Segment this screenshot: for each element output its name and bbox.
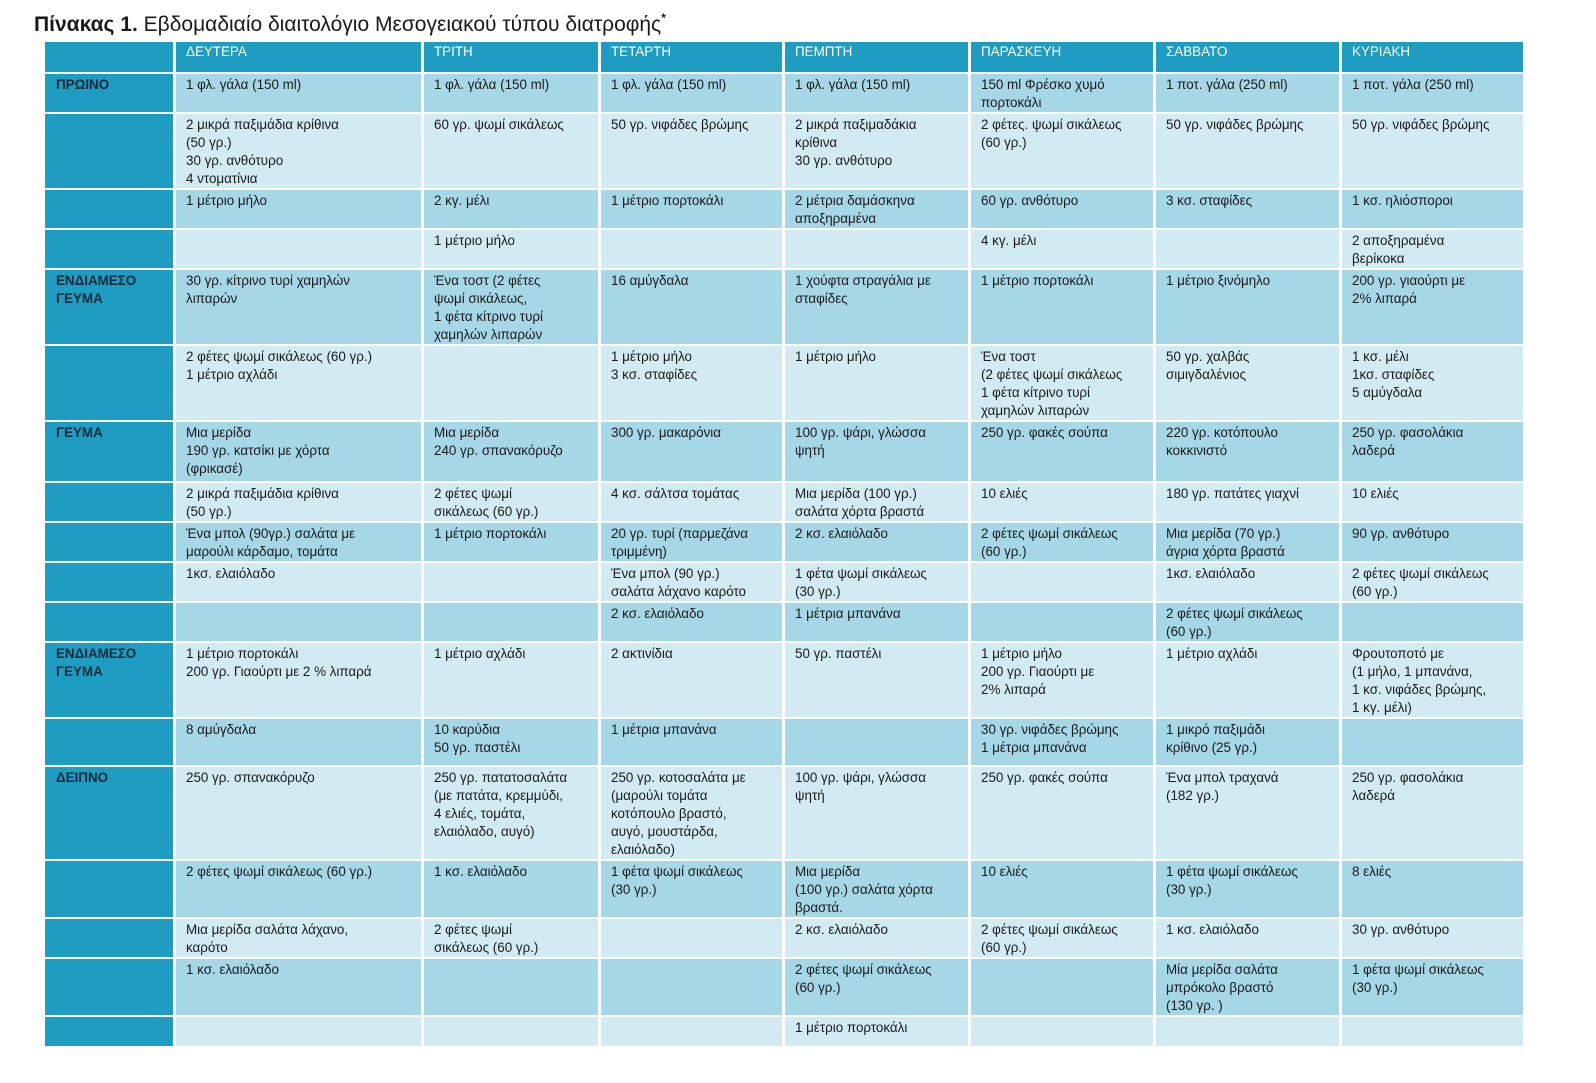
menu-cell: 250 γρ. φακές σούπα: [971, 767, 1153, 859]
meal-label: [45, 346, 173, 420]
corner-cell: [45, 42, 173, 72]
table-row: [45, 230, 1523, 268]
menu-cell: 1 μέτριο πορτοκάλι: [601, 190, 782, 228]
caption-footnote-mark: *: [661, 11, 666, 25]
menu-cell: 2 φέτες ψωμί σικάλεως (60 γρ.): [971, 523, 1153, 561]
meal-label: ΔΕΙΠΝΟ: [45, 767, 173, 859]
menu-cell: Μια μερίδα (100 γρ.) σαλάτα χόρτα βραστά.: [785, 861, 968, 917]
menu-cell: Ένα μπολ τραχανά (182 γρ.): [1156, 767, 1339, 859]
menu-cell: 250 γρ. φασολάκια λαδερά: [1342, 422, 1523, 481]
table-row: [45, 74, 1523, 112]
menu-cell: 1 φλ. γάλα (150 ml): [176, 74, 421, 112]
menu-cell: 1 μέτριο πορτοκάλι: [971, 270, 1153, 344]
menu-cell: 1 χούφτα στραγάλια με σταφίδες: [785, 270, 968, 344]
diet-plan-table: [42, 40, 1526, 1048]
menu-cell: 300 γρ. μακαρόνια: [601, 422, 782, 481]
menu-cell: 100 γρ. ψάρι, γλώσσα ψητή: [785, 767, 968, 859]
menu-cell: 30 γρ. νιφάδες βρώμης 1 μέτρια μπανάνα: [971, 719, 1153, 765]
table-row: [45, 719, 1523, 765]
menu-cell: 8 αμύγδαλα: [176, 719, 421, 765]
menu-cell: 10 ελιές: [1342, 483, 1523, 521]
menu-cell: 1 ποτ. γάλα (250 ml): [1342, 74, 1523, 112]
meal-label: [45, 523, 173, 561]
menu-cell: [176, 230, 421, 268]
menu-cell: [785, 230, 968, 268]
menu-cell: [601, 230, 782, 268]
menu-cell: [176, 1017, 421, 1046]
menu-cell: 1 μέτριο πορτοκάλι: [785, 1017, 968, 1046]
day-header: ΣΑΒΒΑΤΟ: [1156, 42, 1339, 72]
menu-cell: 2 φέτες ψωμί σικάλεως (60 γρ.): [424, 483, 598, 521]
menu-cell: 10 ελιές: [971, 483, 1153, 521]
menu-cell: 1 μέτριο ξινόμηλο: [1156, 270, 1339, 344]
table-row: [45, 1017, 1523, 1046]
day-header: ΔΕΥΤΕΡΑ: [176, 42, 421, 72]
menu-cell: 8 ελιές: [1342, 861, 1523, 917]
table-row: [45, 767, 1523, 859]
menu-cell: [601, 919, 782, 957]
menu-cell: 2 μέτρια δαμάσκηνα αποξηραμένα: [785, 190, 968, 228]
menu-cell: 2 κγ. μέλι: [424, 190, 598, 228]
menu-cell: 250 γρ. φακές σούπα: [971, 422, 1153, 481]
menu-cell: 1 κσ. ηλιόσποροι: [1342, 190, 1523, 228]
menu-cell: 50 γρ. νιφάδες βρώμης: [601, 114, 782, 188]
menu-cell: [971, 603, 1153, 641]
menu-cell: 250 γρ. κοτοσαλάτα με (μαρούλι τομάτα κοτόπουλο βραστό, αυγό, μουστάρδα, ελαιόλαδο): [601, 767, 782, 859]
menu-cell: 2 μικρά παξιμαδάκια κρίθινα 30 γρ. ανθότυρο: [785, 114, 968, 188]
menu-cell: 1 φέτα ψωμί σικάλεως (30 γρ.): [785, 563, 968, 601]
menu-cell: 150 ml Φρέσκο χυμό πορτοκάλι: [971, 74, 1153, 112]
menu-cell: 4 κγ. μέλι: [971, 230, 1153, 268]
menu-cell: 1 ποτ. γάλα (250 ml): [1156, 74, 1339, 112]
meal-label: [45, 603, 173, 641]
table-row: [45, 563, 1523, 601]
menu-cell: 250 γρ. πατατοσαλάτα (με πατάτα, κρεμμύδι, 4 ελιές, τομάτα, ελαιόλαδο, αυγό): [424, 767, 598, 859]
menu-cell: Μία μερίδα σαλάτα μπρόκολο βραστό (130 γρ. ): [1156, 959, 1339, 1015]
meal-label: [45, 114, 173, 188]
menu-cell: [1156, 230, 1339, 268]
menu-cell: 10 ελιές: [971, 861, 1153, 917]
table-row: [45, 959, 1523, 1015]
menu-cell: 1 μέτριο πορτοκάλι: [424, 523, 598, 561]
menu-cell: 200 γρ. γιαούρτι με 2% λιπαρά: [1342, 270, 1523, 344]
menu-cell: Μια μερίδα (70 γρ.) άγρια χόρτα βραστά: [1156, 523, 1339, 561]
menu-cell: 2 φέτες ψωμί σικάλεως (60 γρ.) 1 μέτριο αχλάδι: [176, 346, 421, 420]
table-row: [45, 422, 1523, 481]
menu-cell: 16 αμύγδαλα: [601, 270, 782, 344]
meal-label: ΕΝΔΙΑΜΕΣΟ ΓΕΥΜΑ: [45, 270, 173, 344]
menu-cell: [424, 346, 598, 420]
meal-label: ΠΡΩΙΝΟ: [45, 74, 173, 112]
day-header: ΠΑΡΑΣΚΕΥΗ: [971, 42, 1153, 72]
menu-cell: 2 φέτες. ψωμί σικάλεως (60 γρ.): [971, 114, 1153, 188]
table-row: [45, 919, 1523, 957]
menu-cell: 50 γρ. παστέλι: [785, 643, 968, 717]
menu-cell: 2 κσ. ελαιόλαδο: [601, 603, 782, 641]
menu-cell: [785, 719, 968, 765]
table-row: [45, 861, 1523, 917]
menu-cell: 60 γρ. ψωμί σικάλεως: [424, 114, 598, 188]
menu-cell: 2 φέτες ψωμί σικάλεως (60 γρ.): [785, 959, 968, 1015]
menu-cell: 1 μέτριο μήλο: [424, 230, 598, 268]
menu-cell: 1 φλ. γάλα (150 ml): [785, 74, 968, 112]
menu-cell: 1 μέτριο αχλάδι: [424, 643, 598, 717]
meal-label: [45, 1017, 173, 1046]
menu-cell: 1 κσ. μέλι 1κσ. σταφίδες 5 αμύγδαλα: [1342, 346, 1523, 420]
menu-cell: 2 αποξηραμένα βερίκοκα: [1342, 230, 1523, 268]
menu-cell: 2 φέτες ψωμί σικάλεως (60 γρ.): [424, 919, 598, 957]
table-row: [45, 270, 1523, 344]
menu-cell: 2 φέτες ψωμί σικάλεως (60 γρ.): [971, 919, 1153, 957]
menu-cell: Ένα μπολ (90 γρ.) σαλάτα λάχανο καρότο: [601, 563, 782, 601]
menu-cell: 2 φέτες ψωμί σικάλεως (60 γρ.): [1156, 603, 1339, 641]
menu-cell: 250 γρ. σπανακόρυζο: [176, 767, 421, 859]
menu-cell: 100 γρ. ψάρι, γλώσσα ψητή: [785, 422, 968, 481]
menu-cell: [971, 1017, 1153, 1046]
menu-cell: 3 κσ. σταφίδες: [1156, 190, 1339, 228]
menu-cell: 1 φλ. γάλα (150 ml): [424, 74, 598, 112]
menu-cell: Φρουτοποτό με (1 μήλο, 1 μπανάνα, 1 κσ. νιφάδες βρώμης, 1 κγ. μέλι): [1342, 643, 1523, 717]
menu-cell: [1342, 719, 1523, 765]
menu-cell: 50 γρ. νιφάδες βρώμης: [1342, 114, 1523, 188]
day-header: ΤΡΙΤΗ: [424, 42, 598, 72]
menu-cell: 1 μέτριο μήλο 200 γρ. Γιαούρτι με 2% λιπαρά: [971, 643, 1153, 717]
menu-cell: [176, 603, 421, 641]
menu-cell: 250 γρ. φασολάκια λαδερά: [1342, 767, 1523, 859]
menu-cell: [601, 959, 782, 1015]
meal-label: [45, 483, 173, 521]
menu-cell: 1 μέτριο μήλο 3 κσ. σταφίδες: [601, 346, 782, 420]
meal-label: [45, 959, 173, 1015]
menu-cell: Μια μερίδα 240 γρ. σπανακόρυζο: [424, 422, 598, 481]
menu-cell: [971, 563, 1153, 601]
menu-cell: 2 φέτες ψωμί σικάλεως (60 γρ.): [176, 861, 421, 917]
menu-cell: 1 μέτρια μπανάνα: [785, 603, 968, 641]
menu-cell: 1 μέτριο μήλο: [785, 346, 968, 420]
menu-cell: 1κσ. ελαιόλαδο: [1156, 563, 1339, 601]
menu-cell: 1 μέτριο πορτοκάλι 200 γρ. Γιαούρτι με 2 % λιπαρά: [176, 643, 421, 717]
menu-cell: 180 γρ. πατάτες γιαχνί: [1156, 483, 1339, 521]
menu-cell: Μια μερίδα (100 γρ.) σαλάτα χόρτα βραστά: [785, 483, 968, 521]
menu-cell: [424, 1017, 598, 1046]
meal-label: ΕΝΔΙΑΜΕΣΟ ΓΕΥΜΑ: [45, 643, 173, 717]
table-row: [45, 603, 1523, 641]
menu-cell: 1 μικρό παξιμάδι κρίθινο (25 γρ.): [1156, 719, 1339, 765]
menu-cell: 30 γρ. κίτρινο τυρί χαμηλών λιπαρών: [176, 270, 421, 344]
menu-cell: 2 κσ. ελαιόλαδο: [785, 523, 968, 561]
menu-cell: Ένα τοστ (2 φέτες ψωμί σικάλεως, 1 φέτα κίτρινο τυρί χαμηλών λιπαρών: [424, 270, 598, 344]
header-row: [45, 42, 1523, 72]
day-header: ΚΥΡΙΑΚΗ: [1342, 42, 1523, 72]
menu-cell: 2 μικρά παξιμάδια κρίθινα (50 γρ.) 30 γρ. ανθότυρο 4 ντοματίνια: [176, 114, 421, 188]
menu-cell: 1κσ. ελαιόλαδο: [176, 563, 421, 601]
table-row: [45, 190, 1523, 228]
menu-cell: 90 γρ. ανθότυρο: [1342, 523, 1523, 561]
menu-cell: 1 κσ. ελαιόλαδο: [1156, 919, 1339, 957]
meal-label: [45, 919, 173, 957]
meal-label: [45, 719, 173, 765]
menu-cell: 1 μέτριο αχλάδι: [1156, 643, 1339, 717]
menu-cell: [424, 959, 598, 1015]
menu-cell: Μια μερίδα 190 γρ. κατσίκι με χόρτα (φρικασέ): [176, 422, 421, 481]
menu-cell: [1156, 1017, 1339, 1046]
menu-cell: 50 γρ. χαλβάς σιμιγδαλένιος: [1156, 346, 1339, 420]
menu-cell: Ένα τοστ (2 φέτες ψωμί σικάλεως 1 φέτα κίτρινο τυρί χαμηλών λιπαρών: [971, 346, 1153, 420]
menu-cell: 1 μέτριο μήλο: [176, 190, 421, 228]
menu-cell: 50 γρ. νιφάδες βρώμης: [1156, 114, 1339, 188]
table-body: [45, 74, 1523, 1046]
menu-cell: 1 φέτα ψωμί σικάλεως (30 γρ.): [1156, 861, 1339, 917]
menu-cell: Μια μερίδα σαλάτα λάχανο, καρότο: [176, 919, 421, 957]
table-row: [45, 114, 1523, 188]
menu-cell: [971, 959, 1153, 1015]
table-caption: [34, 13, 666, 37]
table-row: [45, 643, 1523, 717]
menu-cell: 1 μέτρια μπανάνα: [601, 719, 782, 765]
meal-label: ΓΕΥΜΑ: [45, 422, 173, 481]
menu-cell: [1342, 1017, 1523, 1046]
meal-label: [45, 230, 173, 268]
meal-label: [45, 861, 173, 917]
menu-cell: [424, 603, 598, 641]
menu-cell: 30 γρ. ανθότυρο: [1342, 919, 1523, 957]
menu-cell: Ένα μπολ (90γρ.) σαλάτα με μαρούλι κάρδαμο, τομάτα: [176, 523, 421, 561]
menu-cell: 1 φέτα ψωμί σικάλεως (30 γρ.): [601, 861, 782, 917]
meal-label: [45, 190, 173, 228]
menu-cell: [601, 1017, 782, 1046]
meal-label: [45, 563, 173, 601]
menu-cell: 220 γρ. κοτόπουλο κοκκινιστό: [1156, 422, 1339, 481]
menu-cell: 1 κσ. ελαιόλαδο: [424, 861, 598, 917]
caption-text: Εβδομαδιαίο διαιτολόγιο Μεσογειακού τύπου διατροφής: [143, 13, 662, 36]
menu-cell: 60 γρ. ανθότυρο: [971, 190, 1153, 228]
menu-cell: 2 φέτες ψωμί σικάλεως (60 γρ.): [1342, 563, 1523, 601]
menu-cell: 2 ακτινίδια: [601, 643, 782, 717]
menu-cell: 10 καρύδια 50 γρ. παστέλι: [424, 719, 598, 765]
menu-cell: [424, 563, 598, 601]
menu-cell: 4 κσ. σάλτσα τομάτας: [601, 483, 782, 521]
menu-cell: 1 φέτα ψωμί σικάλεως (30 γρ.): [1342, 959, 1523, 1015]
menu-cell: 1 κσ. ελαιόλαδο: [176, 959, 421, 1015]
menu-cell: [1342, 603, 1523, 641]
table-row: [45, 346, 1523, 420]
menu-cell: 1 φλ. γάλα (150 ml): [601, 74, 782, 112]
menu-cell: 20 γρ. τυρί (παρμεζάνα τριμμένη): [601, 523, 782, 561]
table-row: [45, 483, 1523, 521]
table-row: [45, 523, 1523, 561]
caption-label: Πίνακας 1.: [34, 13, 138, 36]
day-header: ΠΕΜΠΤΗ: [785, 42, 968, 72]
menu-cell: 2 κσ. ελαιόλαδο: [785, 919, 968, 957]
day-header: ΤΕΤΑΡΤΗ: [601, 42, 782, 72]
menu-cell: 2 μικρά παξιμάδια κρίθινα (50 γρ.): [176, 483, 421, 521]
